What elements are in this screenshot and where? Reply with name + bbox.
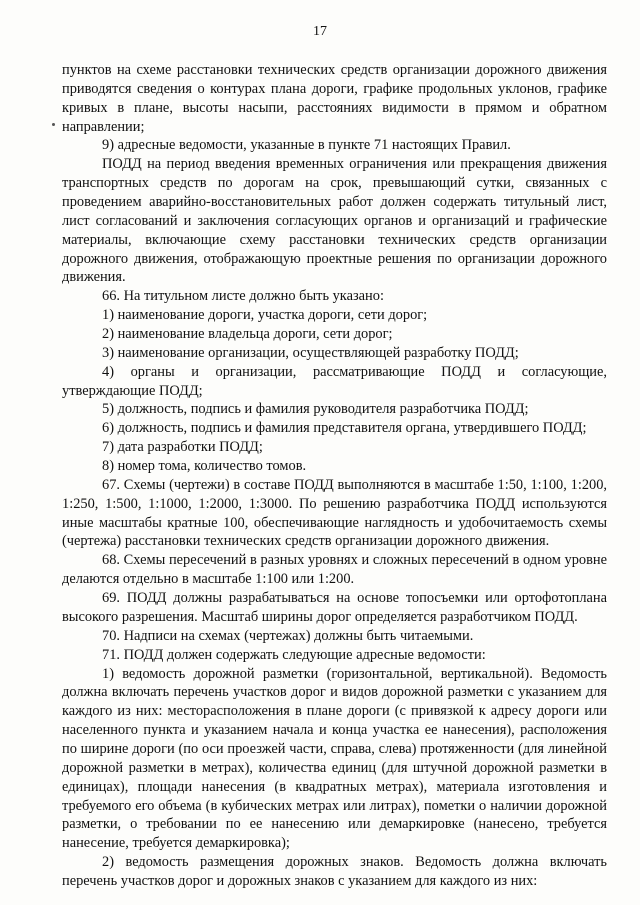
paragraph: 66. На титульном листе должно быть указано: bbox=[102, 288, 384, 305]
list-item: 6) должность, подпись и фамилия представителя органа, утвердившего ПОДД; bbox=[102, 420, 587, 437]
paragraph: 67. Схемы (чертежи) в составе ПОДД выполняются в масштабе 1:50, 1:100, 1:200, 1:250, 1:500, 1:1000, 1:2000, 1:3000. По решению разработчика ПОДД используются иные масштабы кратные 100, обеспечивающие наглядность и удобочитаемость схемы (чертежа) расстановки технических средств организации дорожного движения. bbox=[62, 476, 607, 550]
page-number: 17 bbox=[313, 24, 327, 39]
paragraph: 68. Схемы пересечений в разных уровнях и сложных пересечений в одном уровне делаются отдельно в масштабе 1:100 или 1:200. bbox=[62, 552, 607, 588]
list-item: 5) должность, подпись и фамилия руководителя разработчика ПОДД; bbox=[102, 401, 529, 418]
list-item: 3) наименование организации, осуществляющей разработку ПОДД; bbox=[102, 344, 519, 361]
list-item: 4) органы и организации, рассматривающие ПОДД и согласующие, утверждающие ПОДД; bbox=[62, 363, 607, 399]
paragraph: пунктов на схеме расстановки технических средств организации дорожного движения приводятся сведения о контурах плана дороги, графике продольных уклонов, графике кривых в плане, высоты насыпи, расстояниях видимости в прямом и обратном направлении; bbox=[62, 62, 607, 135]
list-item: 2) наименование владельца дороги, сети дорог; bbox=[102, 326, 393, 343]
list-item: 2) ведомость размещения дорожных знаков. Ведомость должна включать перечень участков дорог и дорожных знаков с указанием для каждого из них: bbox=[62, 854, 607, 889]
paragraph: 69. ПОДД должны разрабатываться на основе топосъемки или ортофотоплана высокого разрешения. Масштаб ширины дорог определяется разработчиком ПОДД. bbox=[62, 590, 607, 625]
list-item: 1) наименование дороги, участка дороги, сети дорог; bbox=[102, 307, 428, 324]
paragraph: 71. ПОДД должен содержать следующие адресные ведомости: bbox=[102, 646, 486, 663]
scan-speck bbox=[52, 123, 55, 126]
paragraph: 9) адресные ведомости, указанные в пункте 71 настоящих Правил. bbox=[102, 137, 511, 154]
paragraph: 70. Надписи на схемах (чертежах) должны быть читаемыми. bbox=[102, 627, 474, 644]
list-item: 1) ведомость дорожной разметки (горизонтальной, вертикальной). Ведомость должна включать перечень участков дорог и видов дорожной разметки с указанием для каждого из них: месторасположения в плане дороги (с привязкой к адресу дороги или населенного пункта и указанием начала и конца участка ее нанесения), расположения по ширине дороги (по оси проезжей части, справа, слева) протяженности (для линейной дорожной разметки в метрах), количества единиц (для штучной дорожной разметки в единицах), площади нанесения (в квадратных метрах), материала изготовления и требуемого его объема (в кубических метрах или литрах), пометки о наличии дорожной разметки, о требовании по ее нанесению или демаркировке (нанесено, требуется нанесение, требуется демаркировка); bbox=[62, 665, 607, 852]
document-body bbox=[62, 61, 607, 891]
paragraph: ПОДД на период введения временных ограничения или прекращения движения транспортных средств по дорогам на срок, превышающий сутки, связанных с проведением аварийно-восстановительных работ должен содержать титульный лист, лист согласований и заключения согласующих органов и организаций и графические материалы, включающие схему расстановки технических средств организации дорожного движения, отображающую проектные решения по организации дорожного движения. bbox=[62, 156, 607, 286]
list-item: 8) номер тома, количество томов. bbox=[102, 458, 307, 475]
list-item: 7) дата разработки ПОДД; bbox=[102, 439, 263, 456]
